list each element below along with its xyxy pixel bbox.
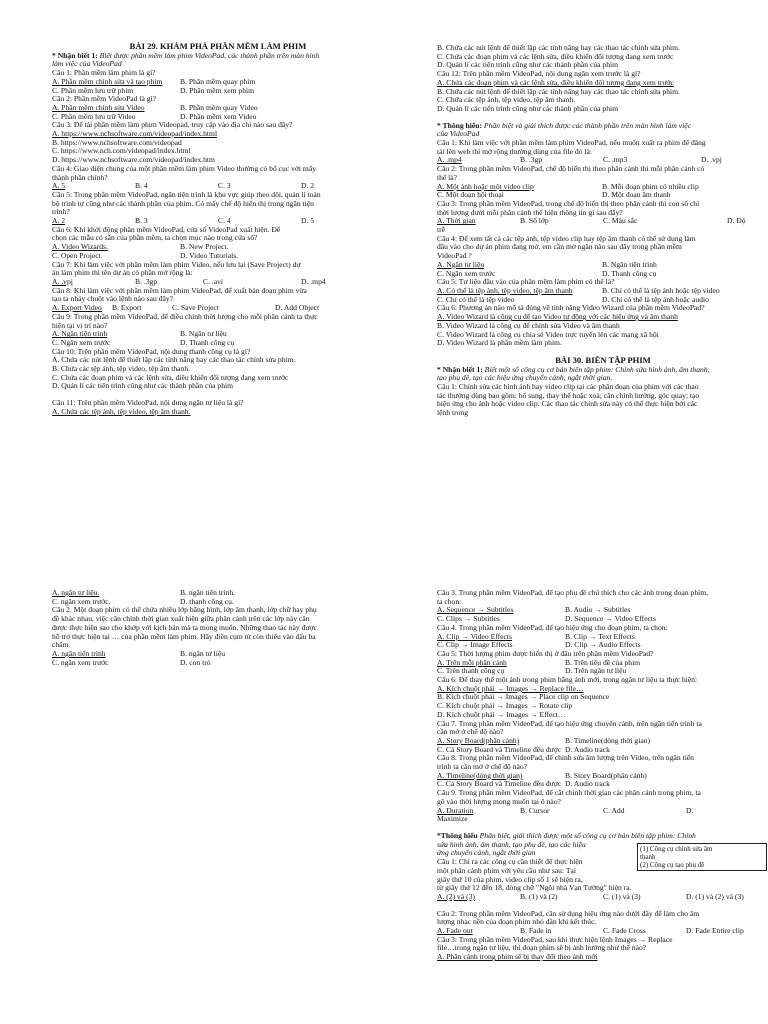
answer-option: A. Clip → Video Effects — [437, 631, 512, 641]
question-cont: đầu vào cho dự án phim đang mở, em cần mở ngăn nào sau đây trong phần mềm — [437, 243, 682, 252]
answer-option: D. Thanh công cụ — [180, 337, 235, 347]
legend-item: (1) Công cụ chỉnh sửa âm — [640, 845, 713, 853]
answer-option: C. Video Wizard là công cụ chia sẻ Video trực tuyến lên các mạng xã hội — [437, 330, 659, 339]
answer-option: C. Chứa các đoạn phim và các lệnh sửa, điều khiển đối tượng đang xem trước — [52, 373, 289, 382]
answer-option: D. .mp4 — [301, 276, 326, 286]
answer-option: A. Story Board(phân cảnh) — [437, 735, 520, 745]
answer-option: A. .mp4 — [437, 155, 462, 165]
question: Câu 10: Trên phần mềm VideoPad, nội dung thanh công cụ là gì? — [52, 347, 251, 356]
answer-option: C. ngăn xem trước — [52, 657, 109, 667]
question: Câu 7: Khi làm việc với phần mềm làm phim Video, nếu lưu lại (Save Project) dự — [52, 260, 301, 269]
answer-option: B. Story Board(phân cảnh) — [565, 770, 647, 780]
question-cont: chọn các mẫu có sẵn của phần mềm, ta chọn mục nào trong cửa sổ? — [52, 234, 258, 243]
question: Câu 9. Trong phần mềm VideoPad, để cắt chỉnh thời gian các phân cảnh trong phim, ta — [437, 789, 701, 798]
question: Câu 7. Trong phần mềm VideoPad, để tạo hiệu ứng chuyển cảnh, trên ngăn tiến trình ta — [437, 719, 702, 728]
answer-option: A. Phần mềm chỉnh sửa và tạo phim — [52, 76, 163, 86]
answer-option: B. Fade in — [520, 926, 552, 936]
question-cont: cần mở ở chế độ nào? — [437, 728, 504, 737]
answer-option: C. Open Project. — [52, 250, 103, 260]
answer-option: D. 2 — [301, 181, 315, 191]
answer-option: C. Kích chuột phải → Images → Rotate clip — [437, 702, 573, 711]
answer-option: D. Phần mềm xem Video — [180, 111, 257, 121]
question: Câu 1: Chỉ ra các công cụ cần thiết để thực hiện — [437, 858, 583, 867]
answer-option: D. Audio track — [565, 779, 610, 789]
answer-option: D. (1) và (2) và (3) — [686, 891, 744, 901]
answer-option: C. Cả Story Board và Timeline đều được — [437, 744, 562, 754]
question: Câu 1: Khi làm việc với phần mềm làm phim VideoPad, nếu muốn xuất ra phim để đăng — [437, 139, 706, 148]
question-cont: đề khác nhau, việc căn chỉnh thời gian xuất hiện giữa phân cảnh trên các lớp này cần — [52, 615, 310, 624]
answer-option: B. ngăn tư liệu — [180, 648, 226, 658]
answer-option: A. Timeline(dòng thời gian) — [437, 770, 523, 780]
question-cont: hiện tại vị trí nào? — [52, 321, 108, 330]
column-bottom-right — [437, 589, 768, 962]
answer-option: B. Chỉ có thể là tệp ảnh hoặc tệp video — [602, 285, 720, 295]
section-description: Biết một số công cụ cơ bản biên tập phim: Chỉnh sửa hình ảnh, âm thanh, — [482, 365, 710, 374]
answer-option: D. Chỉ có thể là tệp ảnh hoặc audio — [602, 294, 709, 304]
question: Câu 3: Trong phần mềm VideoPad, trong chế độ hiển thị theo phân cảnh thì con số chỉ — [437, 199, 700, 208]
question-cont: ta chọn: — [437, 597, 462, 606]
answer-option: B. Timeline(dòng thời gian) — [565, 735, 651, 745]
section-description: Phân biệt và giải thích được các thành phần trên màn hình làm việc — [482, 121, 691, 130]
answer-option: A. 5 — [52, 181, 66, 191]
answer-option: D. https://www.nchsoftware.com/videopad/index.htm — [52, 156, 215, 165]
answer-option: A. Trên mỗi phân cảnh — [437, 657, 507, 667]
answer-option: A. https://www.nchsoftware.com/videopad/index.html — [52, 130, 218, 139]
question: Câu 5: Tư liệu đầu vào của phần mềm làm phim có thể là? — [437, 278, 615, 287]
answer-option: A. Có thể là tệp ảnh, tệp video, tệp âm thanh — [437, 285, 573, 295]
answer-option: A. Ngăn tiện trình — [52, 329, 108, 339]
question-cont: hỗ trợ thực hiện tại … của phần mềm làm phim. Hãy điền cụm từ còn thiếu vào dấu ba — [52, 632, 316, 641]
answer-option: B. https://www.nchsoftware.com/videopad — [52, 138, 182, 147]
question-cont: lệnh trong — [437, 409, 469, 418]
column-bottom-left — [52, 589, 384, 667]
answer-option: C. Chỉ có thể là tệp video — [437, 294, 515, 304]
answer-option: D. Phần mềm xem phim — [180, 85, 255, 95]
question: Câu 2. Một đoạn phim có thể chứa nhiều lớp băng hình, lớp âm thanh, lớp chữ hay phụ — [52, 606, 317, 615]
answer-option: D. thanh công cụ. — [180, 596, 234, 606]
answer-option: A. (2) và (3) — [437, 891, 475, 901]
answer-option: C. Fade Cross — [603, 926, 646, 936]
answer-option: B. Phần mềm quay phim — [180, 76, 256, 86]
answer-option: A. Một ảnh hoặc một video clip — [437, 181, 534, 191]
answer-option: A. Chứa các đoạn phim và các lệnh sửa, điều khiển đối tượng đang xem trước — [437, 78, 674, 87]
legend-item-cont: thanh — [640, 853, 656, 861]
answer-option: A. Fade out — [437, 926, 473, 936]
column-top-right — [437, 44, 768, 418]
answer-option-cont: Maximize — [437, 815, 468, 824]
question: Câu 2: Trong phần mềm VideoPad, cần sử dụng hiệu ứng nào dưới đây để làm cho âm — [437, 909, 700, 918]
tools-legend-box — [637, 843, 767, 871]
answer-option: D. .vpj — [701, 155, 722, 165]
question-cont: trình? — [52, 208, 70, 217]
answer-option: C. .mp3 — [603, 155, 628, 165]
question: Câu 4: Giao diện chung của một phần mềm làm phim Video thường có bố cục với mấy — [52, 164, 316, 173]
answer-option: C. Clip → Image Effects — [437, 640, 513, 650]
question-cont: trình ta cần mở ở chế độ nào? — [437, 763, 528, 772]
section-description-cont: làm việc của VideoPad — [52, 60, 122, 69]
section-label: * Nhận biết 1: — [437, 365, 483, 374]
answer-option: B. Kích chuột phải → Images → Place clip on Sequence — [437, 693, 610, 702]
answer-option: B. (1) và (2) — [520, 891, 558, 901]
answer-option: D. Add Object — [275, 303, 320, 313]
answer-option: C. https://www.nch.com/videopad/index.html — [52, 147, 191, 156]
question-cont: thành phần chính? — [52, 173, 108, 182]
answer-option: A. Chứa các tệp ảnh, tệp video, tệp âm thanh. — [52, 407, 191, 416]
answer-option: C. .avi — [203, 276, 224, 286]
answer-option: C. Chứa các đoạn phim và các lệnh sửa, điều khiển đối tượng đang xem trước — [437, 52, 674, 61]
legend-item: (2) Công cụ tạo phụ đề — [640, 861, 705, 869]
question: Câu 3: Để tải phần mềm làm phim Videopad, truy cập vào địa chỉ nào sau đây? — [52, 121, 293, 130]
answer-option: D. Video Wizard là phần mềm làm phim. — [437, 339, 562, 348]
column-top-left — [52, 42, 384, 417]
answer-option: D. Kích chuột phải → Images → Effect… — [437, 710, 566, 719]
section-label: * Thông hiểu: — [437, 121, 483, 130]
answer-option: D. Quản lí các tiến trình cũng như các thành phần của phim — [437, 61, 619, 70]
question-cont: chấm. — [52, 641, 71, 650]
answer-option: B. Chứa các tệp ảnh, tệp video, tệp âm thanh. — [52, 365, 191, 374]
question: Câu 1: Chỉnh sửa các hình ảnh hay video clip tại các phân đoạn của phim với các thao — [437, 383, 699, 392]
answer-option: D. Clip → Audio Effects — [565, 640, 641, 650]
answer-option: C. Ngăn xem trước — [437, 268, 496, 278]
answer-option: A. Ngăn tư liệu — [437, 259, 485, 269]
answer-option: C. Phần mềm lưu trữ phim — [52, 85, 134, 95]
answer-option: B. Mỗi đoạn phim có nhiều clip — [602, 181, 699, 191]
question-cont: gõ vào thời lượng mong muốn tại ô nào? — [437, 797, 561, 806]
answer-option: A. Chứa các nút lệnh để thiết lập các tính năng hay các thao tác chỉnh sửa phim. — [52, 356, 296, 365]
question-cont: file…trong ngăn tư liệu, thì đoạn phim sẽ bị ảnh hưởng như thế nào? — [437, 944, 647, 953]
question: Câu 5: Trong phần mềm VideoPad, ngăn tiện trình là khu vực giúp theo dõi, quản lí toàn — [52, 190, 321, 199]
answer-option: A. Duration — [437, 805, 474, 815]
question-cont: được thực hiện sao cho khớp với kịch bản mà ta mong muốn. Những thao tác này được — [52, 623, 317, 632]
answer-option: B. Ngăn tư liệu — [180, 329, 227, 339]
answer-option: C. ngăn xem trước. — [52, 596, 111, 606]
answer-option: B. Phần mềm quay Video — [180, 102, 258, 112]
lesson-29-title: BÀI 29. KHÁM PHÁ PHẦN MỀM LÀM PHIM — [129, 42, 307, 51]
question-cont: tác thường dùng bao gồm: bổ sung, thay thế hoặc xoá; cân chỉnh hướng, góc quay; tạo — [437, 391, 700, 400]
answer-option: B. 3 — [135, 216, 148, 226]
answer-option: A. Kích chuột phải → Images → Replace file… — [437, 684, 584, 693]
question: Câu 9: Trong phần mềm VideoPad, để điều chỉnh thời lượng cho mỗi phân cảnh ta thực — [52, 312, 318, 321]
answer-option: C. Clips → Subtitles — [437, 614, 500, 624]
answer-option: C. Một đoạn hội thoại — [437, 190, 504, 200]
answer-option: D. Video Tutorials. — [180, 250, 239, 260]
question: Câu 1: Phần mềm làm phim là gì? — [52, 69, 156, 78]
answer-option: B. Video Wizard là công cụ để chỉnh sửa Video và âm thanh — [437, 321, 620, 330]
answer-option: B. .3gp — [135, 276, 158, 286]
answer-option: D. 5 — [301, 216, 315, 226]
answer-option: A. Sequence → Subtitles — [437, 605, 514, 615]
question: Câu 3. Trong phần mềm VideoPad, để tạo phụ đề chú thích cho các ảnh trong đoạn phim, — [437, 589, 709, 597]
answer-option: A. Thời gian — [437, 216, 476, 226]
section-description-cont: tạo phụ đề, tạo các hiệu ứng chuyển cảnh, ngắt thời gian. — [437, 374, 613, 383]
question: Câu 4. Trong phần mềm VideoPad, để tạo hiệu ứng cho đoạn phim, ta chọn: — [437, 623, 668, 632]
answer-option: C. Cả Story Board và Timeline đều được — [437, 779, 562, 789]
question-cont: tạo ta nháy chuột vào lệnh nào sau đây? — [52, 295, 174, 304]
section-label: * Nhận biết 1: — [52, 51, 98, 60]
question: Câu 8. Trong phần mềm VideoPad, để chỉnh sửa âm lượng trên Video, trên ngăn tiến — [437, 754, 694, 763]
section-description: Phân biệt, giải thích được một số công cụ cơ bản biên tập phim: Chỉnh — [477, 831, 696, 840]
answer-option: A. ngăn tư liệu. — [52, 588, 100, 597]
question-cont: từ giây thứ 12 đến 18, dòng chữ "Ngôi nhà Vạn Tường" hiện ra. — [437, 884, 632, 893]
section-description-cont: sửa hình ảnh, âm thanh, tạo phụ đề, tạo các hiệu — [437, 840, 586, 849]
answer-option: C. Add — [603, 805, 625, 815]
answer-option: D. Quản lí các tiến trình cũng như các thành phần của phim — [437, 104, 619, 113]
answer-option: C. Ngăn xem trước — [52, 337, 111, 347]
answer-option: B. Audio → Subtitles — [565, 605, 631, 615]
answer-option: A. 2 — [52, 216, 66, 226]
answer-option: B. Trên tiêu đề của phim — [565, 657, 641, 667]
answer-option: C. Save Project — [172, 303, 220, 313]
answer-option: B. New Project. — [180, 242, 229, 252]
answer-option: B. Export — [112, 303, 142, 313]
question: Câu 12: Trên phần mềm VideoPad, nội dung ngăn xem trước là gì? — [437, 70, 641, 79]
answer-option: C. (1) và (3) — [603, 891, 641, 901]
question: Câu 5: Thời lượng phim được hiển thị ở đâu trên phần mềm VideoPad? — [437, 649, 654, 658]
answer-option: D. Sequence → Video Effects — [565, 614, 656, 624]
question-cont: án làm phim thì tên dự án có phần mở rộng là: — [52, 269, 193, 278]
answer-option: B. .3gp — [520, 155, 543, 165]
answer-option: A. Phần mềm chỉnh sửa Video — [52, 102, 145, 112]
question-cont: tải lên web thì mở rộng thường dùng của file đó là: — [437, 147, 592, 156]
answer-option: A. Video Wizard là công cụ để tạo Video tự động với các hiệu ứng và âm thanh — [437, 313, 678, 322]
answer-option: C. Màu sắc — [603, 216, 638, 226]
answer-option: B. Clip → Text Effects — [565, 631, 635, 641]
answer-option: B. Chứa các nút lệnh để thiết lập các tính năng hay các thao tác chỉnh sửa phim. — [437, 44, 680, 52]
answer-option: A. Video Wizards. — [52, 242, 108, 252]
answer-option: B. Số lớp — [520, 216, 549, 226]
answer-option: B. Chứa các nút lệnh để thiết lập các tính năng hay các thao tác chỉnh sửa phim. — [437, 87, 680, 96]
question-cont: lượng nhạc nền của đoạn phim nhỏ dần khi kết thúc. — [437, 918, 597, 927]
answer-option: D. Fade Entire clip — [686, 926, 744, 936]
question: Câu 6: Để thay thế một ảnh trong phim bằng ảnh mới, trong ngăn tư liệu ta thực hiện: — [437, 676, 698, 685]
lesson-30-title: BÀI 30. BIÊN TẬP PHIM — [555, 355, 651, 365]
question: Câu 8: Khi làm việc với phần mềm làm phim VideoPad, để xuất bản đoạn phim vừa — [52, 286, 307, 295]
answer-option-cont: trễ — [437, 226, 446, 235]
answer-option: D. Một đoạn âm thanh — [602, 190, 671, 200]
question-cont: giây thứ 10 của phim, video clip số 1 sẽ hiện ra, — [437, 875, 583, 884]
answer-option: D. Audio track — [565, 744, 610, 754]
answer-option: D. Độ — [727, 216, 746, 226]
answer-option: B. Cursor — [520, 805, 550, 815]
question: Câu 6: Phương án nào mô tả đúng về tính năng Video Wizard của phần mềm VideoPad? — [437, 304, 705, 313]
question-cont: thể là? — [437, 173, 458, 182]
answer-option: D. con trỏ — [180, 657, 211, 667]
answer-option: D. Quản lí các tiến trình cũng như các thành phần của phim — [52, 382, 234, 391]
answer-option: D. Thanh công cụ — [602, 268, 657, 278]
section-description-cont: của VideoPad — [437, 130, 480, 139]
answer-option: D. — [686, 805, 694, 815]
question-cont: hiệu ứng cho ảnh hoặc video clip. Các thao tác chỉnh sửa này có thể thực hiện bởi các — [437, 400, 698, 409]
question: Câu 6: Khi khởi động phần mềm VideoPad, cửa sổ VideoPad xuất hiện. Để — [52, 225, 281, 234]
question: Câu 3: Trong phần mềm VideoPad, sau khi thực hiện lệnh Images → Replace — [437, 935, 673, 944]
answer-option: B. Ngăn tiện trình — [602, 259, 657, 269]
answer-option: B. ngăn tiến trình. — [180, 588, 236, 597]
question: Câu 4: Để xem tất cả các tệp ảnh, tệp video clip hay tệp âm thanh có thể sử dụng làm — [437, 234, 696, 243]
question: Câu 2: Trong phần mềm VideoPad, chế độ hiển thị theo phân cảnh thì mỗi phân cảnh có — [437, 165, 705, 174]
question: Câu 2: Phần mềm VideoPad là gì? — [52, 95, 157, 104]
question: Câu 11: Trên phần mềm VideoPad, nội dung ngăn tư liệu là gì? — [52, 399, 244, 408]
answer-option: A. ngăn tiến trình — [52, 648, 106, 658]
answer-option: A. Phân cảnh trong phim sẽ bị thay đổi theo ảnh mới — [437, 953, 598, 962]
answer-option: A. .vpj — [52, 276, 73, 286]
question-cont: thời lượng dưới mỗi phân cảnh thể hiện thông tin gì sau đây? — [437, 208, 623, 217]
answer-option: C. Chứa các tệp ảnh, tệp video, tệp âm thanh. — [437, 96, 576, 105]
question-cont: một phân cảnh phim với yêu cầu như sau: Tại — [437, 866, 576, 875]
answer-option: B. 4 — [135, 181, 148, 191]
answer-option: C. 4 — [218, 216, 231, 226]
answer-option: C. Trên thanh công cụ — [437, 666, 505, 676]
section-label: *Thông hiểu — [437, 831, 478, 840]
question-cont: bộ trình tự cũng như các thành phần của phim. Có mấy chế độ hiển thị trong ngăn tiện — [52, 199, 314, 208]
answer-option: D. Trên ngăn tư liệu — [565, 666, 627, 676]
answer-option: C. 3 — [218, 181, 231, 191]
answer-option: A. Export Video — [52, 303, 102, 313]
section-description-cont: ứng chuyển cảnh, ngắt thời gian — [437, 849, 536, 858]
question-cont: VideoPad ? — [437, 252, 472, 261]
section-description: Biết được phần mềm làm phim VideoPad, các thành phần trên màn hình — [97, 51, 320, 60]
answer-option: C. Phần mềm lưu trữ Video — [52, 111, 136, 121]
